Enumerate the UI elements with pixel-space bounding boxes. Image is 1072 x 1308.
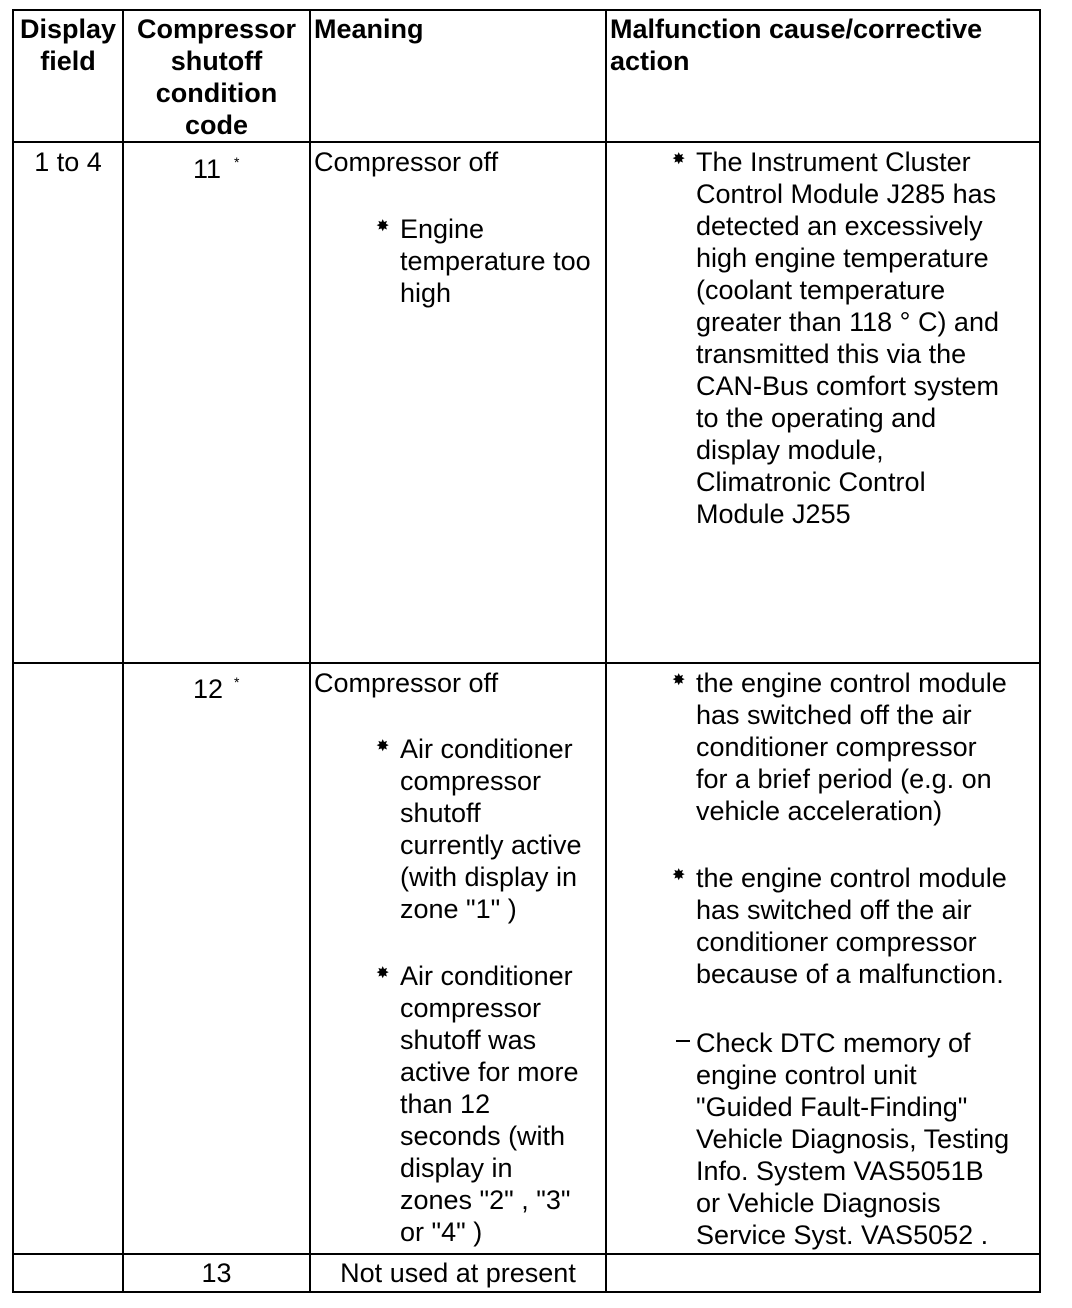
row3-code: 13: [201, 1258, 232, 1288]
row2-cause-3: Check DTC memory of engine control unit "Guided Fault-Finding" Vehicle Diagnosis, Testing Info. System VAS5051B or Vehicle Diagnosis Service Syst. VAS5052 .: [696, 1028, 1010, 1250]
row1-cause: The Instrument Cluster Control Module J285 has detected an excessively high engine temperature (coolant temperature greater than 118 ° C) and transmitted this via the CAN-Bus comfort system to the operating and display module, Climatronic Control Module J255: [696, 147, 1000, 529]
row2-code: 12: [193, 674, 224, 704]
row-divider-1: [12, 662, 1041, 664]
row-divider-2: [12, 1253, 1041, 1255]
bullet-icon: ✸: [672, 151, 686, 168]
column-divider-1: [122, 9, 124, 1293]
row1-code-asterisk: *: [234, 154, 240, 170]
header-meaning: Meaning: [314, 14, 424, 44]
row1-code: 11: [193, 154, 222, 184]
bullet-icon: ✸: [376, 965, 390, 982]
table-border-bottom: [12, 1291, 1041, 1293]
row2-code-asterisk: *: [234, 674, 240, 690]
table-border-right: [1039, 9, 1041, 1293]
row1-display-field: 1 to 4: [34, 147, 102, 177]
header-compressor-shutoff-code: Compressor shutoff condition code: [136, 14, 297, 140]
header-malfunction-cause: Malfunction cause/corrective action: [610, 14, 983, 76]
column-divider-3: [605, 9, 607, 1293]
row2-meaning-bullet-2: Air conditioner compressor shutoff was active for more than 12 seconds (with display in zones "2" , "3" or "4" ): [400, 961, 579, 1247]
header-display-field: Display field: [19, 14, 117, 76]
row2-cause-2: the engine control module has switched off the air conditioner compressor because of a malfunction.: [696, 863, 1007, 989]
header-divider: [12, 141, 1041, 143]
row3-meaning: Not used at present: [340, 1258, 576, 1288]
bullet-icon: ✸: [672, 867, 686, 884]
column-divider-2: [309, 9, 311, 1293]
bullet-icon: ✸: [376, 218, 390, 235]
row2-meaning-title: Compressor off: [314, 668, 499, 698]
row1-meaning-bullet: Engine temperature too high: [400, 214, 591, 308]
row1-meaning-title: Compressor off: [314, 147, 499, 177]
table-border-left: [12, 9, 14, 1293]
row2-meaning-bullet-1: Air conditioner compressor shutoff currently active (with display in zone "1" ): [400, 734, 582, 924]
table-border-top: [12, 9, 1041, 11]
dash-icon: [676, 1040, 690, 1042]
bullet-icon: ✸: [376, 738, 390, 755]
row2-cause-1: the engine control module has switched off the air conditioner compressor for a brief period (e.g. on vehicle acceleration): [696, 668, 1007, 826]
bullet-icon: ✸: [672, 672, 686, 689]
